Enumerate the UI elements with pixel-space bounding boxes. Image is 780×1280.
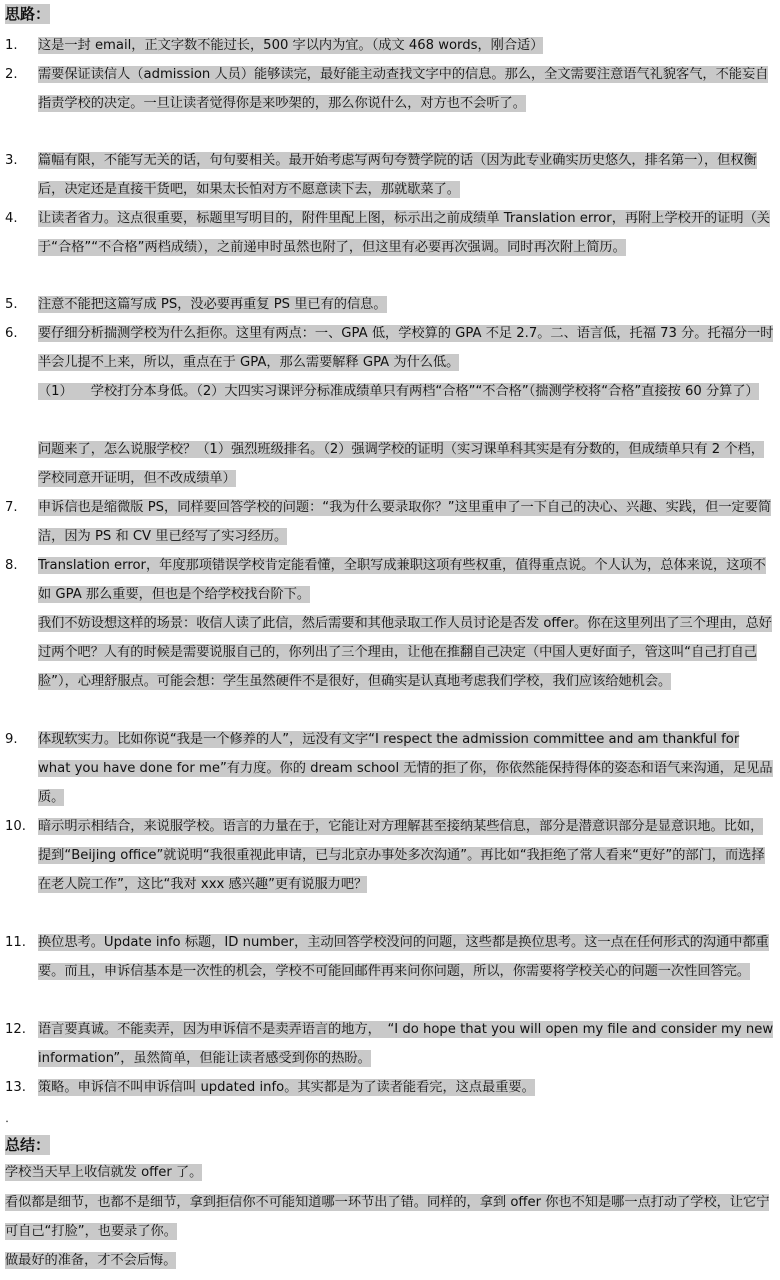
list-item-5 (0, 290, 778, 319)
summary-line-3 (5, 1246, 775, 1275)
heading-summary-text: 总结： (5, 1136, 51, 1154)
stray-mark: ． (5, 1111, 19, 1126)
item-number: 1. (5, 38, 18, 53)
item-text: Translation error，年度那项错误学校肯定能看懂，全职写成兼职这项有些权重，值得重点说。个人认为，总体来说，这项不如 GPA 那么重要，但也是个给学校找台阶下。 (38, 558, 766, 602)
list-item-7 (0, 493, 778, 551)
heading-thoughts (5, 4, 50, 24)
list-item-4 (0, 204, 778, 262)
summary-text: 看似都是细节，也都不是细节，拿到拒信你不可能知道哪一环节出了错。同样的，拿到 offer 你也不知是哪一点打动了学校，让它宁可自己“打脸”，也要录了你。 (5, 1195, 770, 1239)
heading-thoughts-text: 思路： (5, 5, 51, 23)
item-number: 6. (5, 326, 18, 341)
heading-summary (5, 1135, 50, 1155)
item-text: 篇幅有限，不能写无关的话，句句要相关。最开始考虑写两句夸赞学院的话（因为此专业确实历史悠久，排名第一），但权衡后，决定还是直接干货吧，如果太长怕对方不愿意读下去，那就歇菜了。 (38, 153, 757, 197)
item-text: 体现软实力。比如你说“我是一个修养的人”，远没有文字“I respect the admission committee and am thankful for what you have done for me”有力度。你的 dream school 无情的拒了你，你依然能保持得体的姿态和语气来沟通，足见品质。 (38, 732, 773, 805)
subpoint-text: 学校打分本身低。（2）大四实习课评分标准成绩单只有两档“合格”“不合格”（揣测学校将“合格”直接按 60 分算了） (90, 384, 759, 399)
list-item-9 (0, 725, 778, 812)
item-text: 换位思考。Update info 标题，ID number，主动回答学校没问的问题，这些都是换位思考。这一点在任何形式的沟通中都重要。而且，申诉信基本是一次性的机会，学校不可能回邮件再来问你问题，所以，你需要将学校关心的问题一次性回答完。 (38, 935, 769, 979)
question-text: 问题来了，怎么说服学校？（1）强烈班级排名。（2）强调学校的证明（实习课单科其实是有分数的，但成绩单只有 2 个档，学校同意开证明，但不改成绩单） (38, 442, 764, 486)
list-item-3 (0, 146, 778, 204)
scenario-text: 我们不妨设想这样的场景：收信人读了此信，然后需要和其他录取工作人员讨论是否发 offer。你在这里列出了三个理由，总好过两个吧？人有的时候是需要说服自己的，你列出了三个理由，让他在推翻自己决定（中国人更好面子，管这叫“自己打自己脸”），心理舒服点。可能会想：学生虽然硬件不是很好，但确实是认真地考虑我们学校，我们应该给她机会。 (38, 616, 772, 689)
item-number: 7. (5, 500, 18, 515)
item-number: 11. (5, 935, 26, 950)
item8-scenario (38, 609, 775, 696)
item-text: 这是一封 email，正文字数不能过长，500 字以内为宜。（成文 468 words，刚合适） (38, 38, 544, 53)
summary-line-1 (5, 1158, 775, 1187)
item6-subpoint (38, 377, 775, 406)
item-text: 申诉信也是缩微版 PS，同样要回答学校的问题：“我为什么要录取你？”这里重申了一下自己的决心、兴趣、实践，但一定要简洁，因为 PS 和 CV 里已经写了实习经历。 (38, 500, 772, 544)
list-item-11 (0, 928, 778, 986)
item-number: 8. (5, 558, 18, 573)
summary-text: 做最好的准备，才不会后悔。 (5, 1253, 177, 1268)
item-text: 要仔细分析揣测学校为什么拒你。这里有两点：一、GPA 低，学校算的 GPA 不足 2.7。二、语言低，托福 73 分。托福分一时半会儿提不上来，所以，重点在于 GPA，那么需要解释 GPA 为什么低。 (38, 326, 774, 370)
list-item-1 (0, 31, 778, 60)
item-text: 策略。申诉信不叫申诉信叫 updated info。其实都是为了读者能看完，这点最重要。 (38, 1080, 535, 1095)
item-text: 需要保证读信人（admission 人员）能够读完，最好能主动查找文字中的信息。那么，全文需要注意语气礼貌客气，不能妄自指责学校的决定。一旦让读者觉得你是来吵架的，那么你说什么，对方也不会听了。 (38, 67, 769, 111)
item-text: 让读者省力。这点很重要，标题里写明目的，附件里配上图，标示出之前成绩单 Translation error，再附上学校开的证明（关于“合格”“不合格”两档成绩），之前递申时虽然也附了，但这里有必要再次强调。同时再次附上简历。 (38, 211, 770, 255)
list-item-2 (0, 60, 778, 118)
item-number: 4. (5, 211, 18, 226)
list-item-13 (0, 1073, 778, 1102)
item-number: 13. (5, 1080, 26, 1095)
item-text: 语言要真诚。不能卖弄，因为申诉信不是卖弄语言的地方， “I do hope that you will open my file and consider my new information”，虽然简单，但能让读者感受到你的热盼。 (38, 1022, 774, 1066)
item-text: 注意不能把这篇写成 PS，没必要再重复 PS 里已有的信息。 (38, 297, 387, 312)
list-item-10 (0, 812, 778, 899)
list-item-8 (0, 551, 778, 609)
item-number: 2. (5, 67, 18, 82)
item-number: 12. (5, 1022, 26, 1037)
summary-line-2 (5, 1188, 775, 1246)
summary-text: 学校当天早上收信就发 offer 了。 (5, 1165, 203, 1180)
list-item-6 (0, 319, 778, 377)
subpoint-lead: （1） (38, 384, 73, 399)
item6-question (38, 435, 775, 493)
item-number: 9. (5, 732, 18, 747)
item-text: 暗示明示相结合，来说服学校。语言的力量在于，它能让对方理解甚至接纳某些信息，部分是潜意识部分是显意识地。比如，提到“Beijing office”就说明“我很重视此申请，已与北京办事处多次沟通”。再比如“我拒绝了常人看来“更好”的部门，而选择在老人院工作”，这比“我对 xxx 感兴趣”更有说服力吧？ (38, 819, 765, 892)
item-number: 3. (5, 153, 18, 168)
list-item-12 (0, 1015, 778, 1073)
item-number: 5. (5, 297, 18, 312)
item-number: 10. (5, 819, 26, 834)
